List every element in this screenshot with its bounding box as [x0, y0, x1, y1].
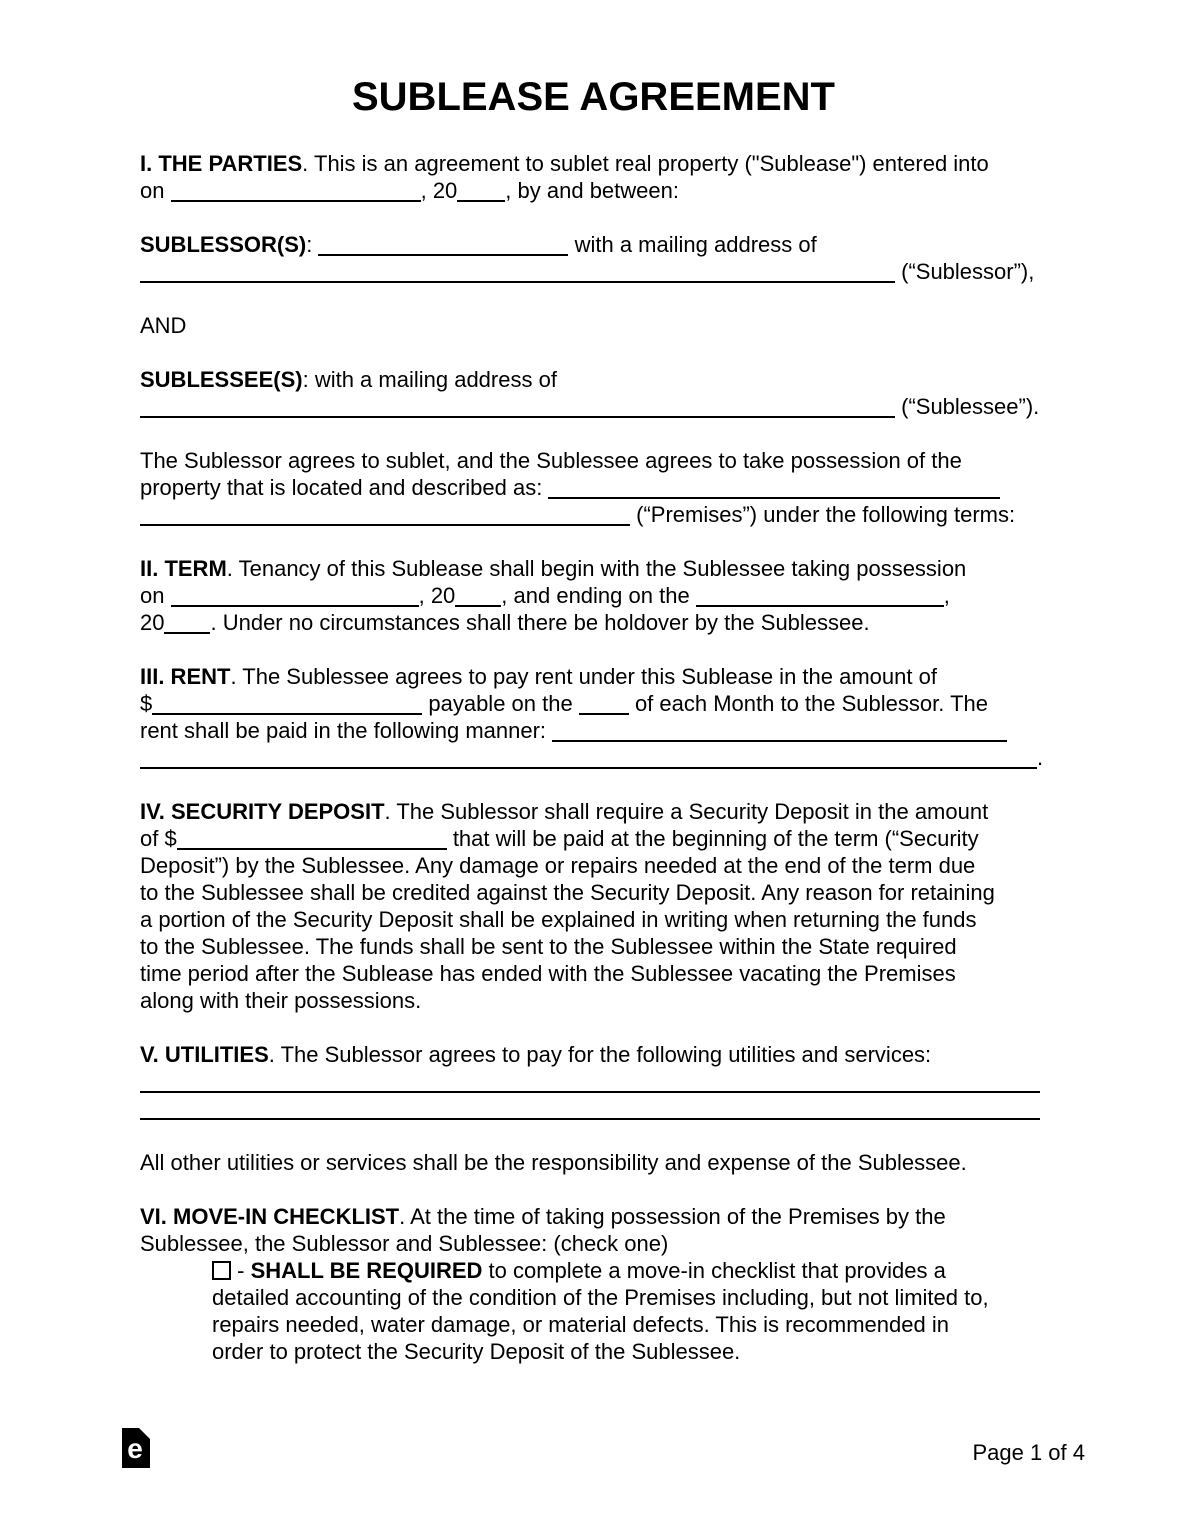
- text-line: [140, 609, 1047, 636]
- text-run: on: [140, 583, 171, 608]
- blank-fill-in-field[interactable]: [152, 693, 422, 715]
- section-sublessor: [140, 231, 1047, 285]
- text-run: All other utilities or services shall be the responsibility and expense of the Sublessee.: [140, 1150, 967, 1175]
- section-utilities: [140, 1041, 1047, 1122]
- text-line: [140, 1149, 1047, 1176]
- text-line: [140, 717, 1047, 744]
- text-run: .: [1037, 745, 1044, 770]
- text-line: [140, 150, 1047, 177]
- page-number-label: Page 1 of 4: [972, 1440, 1085, 1465]
- text-line: [140, 987, 1047, 1014]
- text-run: , 20: [418, 583, 456, 608]
- text-line: [140, 1203, 1047, 1230]
- text-run: (“Premises”) under the following terms:: [630, 502, 1016, 527]
- text-run: 20: [140, 610, 165, 635]
- text-run: . Under no circumstances shall there be holdover by the Sublessee.: [210, 610, 870, 635]
- text-run: $: [140, 691, 153, 716]
- text-run: Deposit”) by the Sublessee. Any damage or repairs needed at the end of the term due: [140, 853, 976, 878]
- section-and-connector: [140, 312, 1047, 339]
- text-run: along with their possessions.: [140, 988, 422, 1013]
- bold-text-run: SUBLESSEE(S): [140, 367, 303, 392]
- text-line: [140, 312, 1047, 339]
- text-run: payable on the: [422, 691, 579, 716]
- blank-fill-in-field[interactable]: [548, 477, 1000, 499]
- section-premises: [140, 447, 1047, 528]
- text-line: [140, 258, 1047, 285]
- text-run: :: [306, 232, 319, 257]
- text-run: property that is located and described as:: [140, 475, 549, 500]
- blank-fill-in-field[interactable]: [140, 261, 895, 283]
- blank-fill-in-field[interactable]: [140, 747, 1037, 769]
- text-line: [140, 690, 1047, 717]
- text-line: [140, 582, 1047, 609]
- text-line: [140, 555, 1047, 582]
- text-line: [140, 1068, 1047, 1095]
- text-line: [140, 231, 1047, 258]
- section-rent: [140, 663, 1047, 771]
- text-run: to the Sublessee. The funds shall be sent to the Sublessee within the State required: [140, 934, 957, 959]
- blank-fill-in-field[interactable]: [140, 1098, 1040, 1120]
- text-line: [140, 798, 1047, 825]
- text-line: [140, 1095, 1047, 1122]
- text-run: . This is an agreement to sublet real property ("Sublease") entered into: [302, 151, 989, 176]
- text-run: . The Sublessor agrees to pay for the following utilities and services:: [268, 1042, 932, 1067]
- text-line: [140, 906, 1047, 933]
- text-line: [140, 1257, 1047, 1284]
- blank-fill-in-field[interactable]: [579, 693, 629, 715]
- bold-text-run: V. UTILITIES: [140, 1042, 269, 1067]
- text-line: [140, 852, 1047, 879]
- text-run: ,: [943, 583, 950, 608]
- blank-fill-in-field[interactable]: [457, 180, 505, 202]
- text-run: , 20: [420, 178, 458, 203]
- bold-text-run: III. RENT: [140, 664, 231, 689]
- blank-fill-in-field[interactable]: [140, 504, 630, 526]
- text-run: AND: [140, 313, 187, 338]
- text-line: [140, 1284, 1047, 1311]
- bold-text-run: SHALL BE REQUIRED: [250, 1258, 483, 1283]
- text-run: (“Sublessor”),: [895, 259, 1035, 284]
- blank-fill-in-field[interactable]: [318, 234, 568, 256]
- text-run: -: [231, 1258, 251, 1283]
- blank-fill-in-field[interactable]: [177, 828, 447, 850]
- text-line: [140, 933, 1047, 960]
- blank-fill-in-field[interactable]: [140, 1071, 1040, 1093]
- text-run: Sublessee, the Sublessor and Sublessee: (check one): [140, 1231, 669, 1256]
- text-run: : with a mailing address of: [302, 367, 557, 392]
- eforms-logo-icon: [122, 1428, 150, 1468]
- document-body: [140, 150, 1047, 1365]
- text-line: [140, 366, 1047, 393]
- text-line: [140, 825, 1047, 852]
- text-line: [140, 1230, 1047, 1257]
- blank-fill-in-field[interactable]: [171, 585, 419, 607]
- text-run: . Tenancy of this Sublease shall begin with the Sublessee taking possession: [226, 556, 967, 581]
- text-run: . At the time of taking possession of the Premises by the: [399, 1204, 946, 1229]
- text-line: [140, 447, 1047, 474]
- text-run: repairs needed, water damage, or material defects. This is recommended in: [212, 1312, 949, 1337]
- text-run: of $: [140, 826, 177, 851]
- text-line: [140, 663, 1047, 690]
- text-run: . The Sublessor shall require a Security Deposit in the amount: [384, 799, 989, 824]
- text-line: [140, 474, 1047, 501]
- bold-text-run: VI. MOVE-IN CHECKLIST: [140, 1204, 400, 1229]
- blank-fill-in-field[interactable]: [171, 180, 421, 202]
- logo-letter: e: [127, 1433, 143, 1464]
- text-run: a portion of the Security Deposit shall be explained in writing when returning the funds: [140, 907, 977, 932]
- text-line: [140, 879, 1047, 906]
- bold-text-run: SUBLESSOR(S): [140, 232, 307, 257]
- blank-fill-in-field[interactable]: [696, 585, 944, 607]
- text-run: The Sublessor agrees to sublet, and the Sublessee agrees to take possession of the: [140, 448, 962, 473]
- text-line: [140, 501, 1047, 528]
- bold-text-run: IV. SECURITY DEPOSIT: [140, 799, 385, 824]
- text-line: [140, 1311, 1047, 1338]
- text-run: on: [140, 178, 171, 203]
- text-line: [140, 960, 1047, 987]
- section-term: [140, 555, 1047, 636]
- section-security-deposit: [140, 798, 1047, 1014]
- text-run: with a mailing address of: [568, 232, 817, 257]
- text-run: detailed accounting of the condition of the Premises including, but not limited to,: [212, 1285, 989, 1310]
- text-run: order to protect the Security Deposit of the Sublessee.: [212, 1339, 741, 1364]
- text-line: [140, 1041, 1047, 1068]
- text-run: to the Sublessee shall be credited against the Security Deposit. Any reason for retaining: [140, 880, 995, 905]
- section-other-utilities: [140, 1149, 1047, 1176]
- text-line: [140, 1338, 1047, 1365]
- text-run: . The Sublessee agrees to pay rent under this Sublease in the amount of: [230, 664, 937, 689]
- text-run: of each Month to the Sublessor. The: [628, 691, 988, 716]
- blank-fill-in-field[interactable]: [140, 396, 895, 418]
- section-sublessee: [140, 366, 1047, 420]
- document-title: SUBLEASE AGREEMENT: [351, 75, 835, 119]
- text-run: rent shall be paid in the following manner:: [140, 718, 553, 743]
- text-run: time period after the Sublease has ended with the Sublessee vacating the Premises: [140, 961, 956, 986]
- text-run: (“Sublessee”).: [895, 394, 1040, 419]
- blank-fill-in-field[interactable]: [455, 585, 501, 607]
- text-line: [140, 744, 1047, 771]
- section-move-in-checklist: [140, 1203, 1047, 1365]
- blank-fill-in-field[interactable]: [164, 612, 210, 634]
- bold-text-run: I. THE PARTIES: [140, 151, 303, 176]
- text-line: [140, 393, 1047, 420]
- text-run: , and ending on the: [501, 583, 696, 608]
- text-run: to complete a move-in checklist that provides a: [482, 1258, 946, 1283]
- text-run: that will be paid at the beginning of the term (“Security: [446, 826, 979, 851]
- blank-fill-in-field[interactable]: [552, 720, 1007, 742]
- move-in-checkbox-icon[interactable]: [212, 1261, 231, 1280]
- text-line: [140, 177, 1047, 204]
- text-run: , by and between:: [505, 178, 679, 203]
- bold-text-run: II. TERM: [140, 556, 227, 581]
- section-parties: [140, 150, 1047, 204]
